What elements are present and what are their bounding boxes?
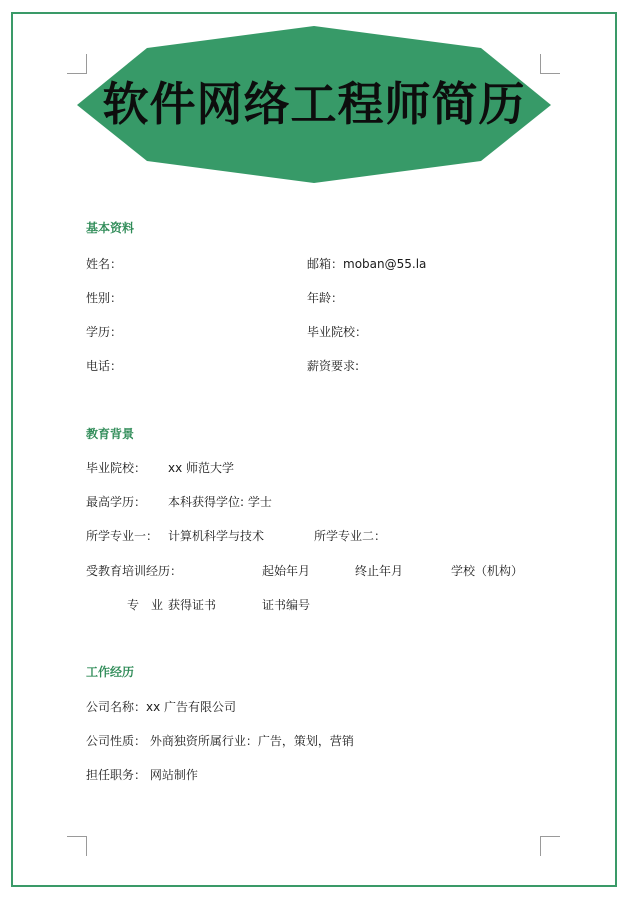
age-label: 年龄： (307, 291, 344, 305)
title-banner (77, 26, 551, 183)
email-label: 邮箱：moban@55.la (307, 257, 427, 271)
edu-end-label: 终止年月 (355, 564, 404, 578)
edu-degree-label: 最高学历： (86, 495, 147, 509)
edu-certificate-label: 获得证书 (168, 598, 217, 612)
section-title-work: 工作经历 (86, 665, 135, 679)
work-company: 公司名称：xx 广告有限公司 (86, 700, 237, 714)
edu-major2-label: 所学专业二： (314, 529, 387, 543)
corner-mark-bottom-right (540, 836, 560, 856)
name-label: 姓名： (86, 257, 123, 271)
phone-label: 电话： (86, 359, 123, 373)
edu-major1-label: 所学专业一： (86, 529, 159, 543)
edu-school-value: xx 师范大学 (168, 461, 235, 475)
edu-school-label: 毕业院校： (86, 461, 147, 475)
work-nature: 公司性质： 外商独资所属行业：广告，策划，营销 (86, 734, 354, 748)
resume-title: 软件网络工程师简历 (102, 77, 526, 131)
edu-major-label: 专 业 (127, 598, 164, 612)
section-title-basic-info: 基本资料 (86, 221, 135, 235)
section-title-education: 教育背景 (86, 427, 135, 441)
gender-label: 性别： (86, 291, 123, 305)
education-label: 学历： (86, 325, 123, 339)
corner-mark-bottom-left (67, 836, 87, 856)
edu-training-label: 受教育培训经历： (86, 564, 183, 578)
work-position: 担任职务： 网站制作 (86, 768, 198, 782)
edu-major1-value: 计算机科学与技术 (168, 529, 265, 543)
edu-degree-value: 本科获得学位: 学士 (168, 495, 272, 509)
graduate-school-label: 毕业院校： (307, 325, 368, 339)
salary-label: 薪资要求: (307, 359, 360, 373)
edu-cert-no-label: 证书编号 (262, 598, 311, 612)
edu-start-label: 起始年月 (262, 564, 311, 578)
edu-school-org-label: 学校（机构） (451, 564, 524, 578)
